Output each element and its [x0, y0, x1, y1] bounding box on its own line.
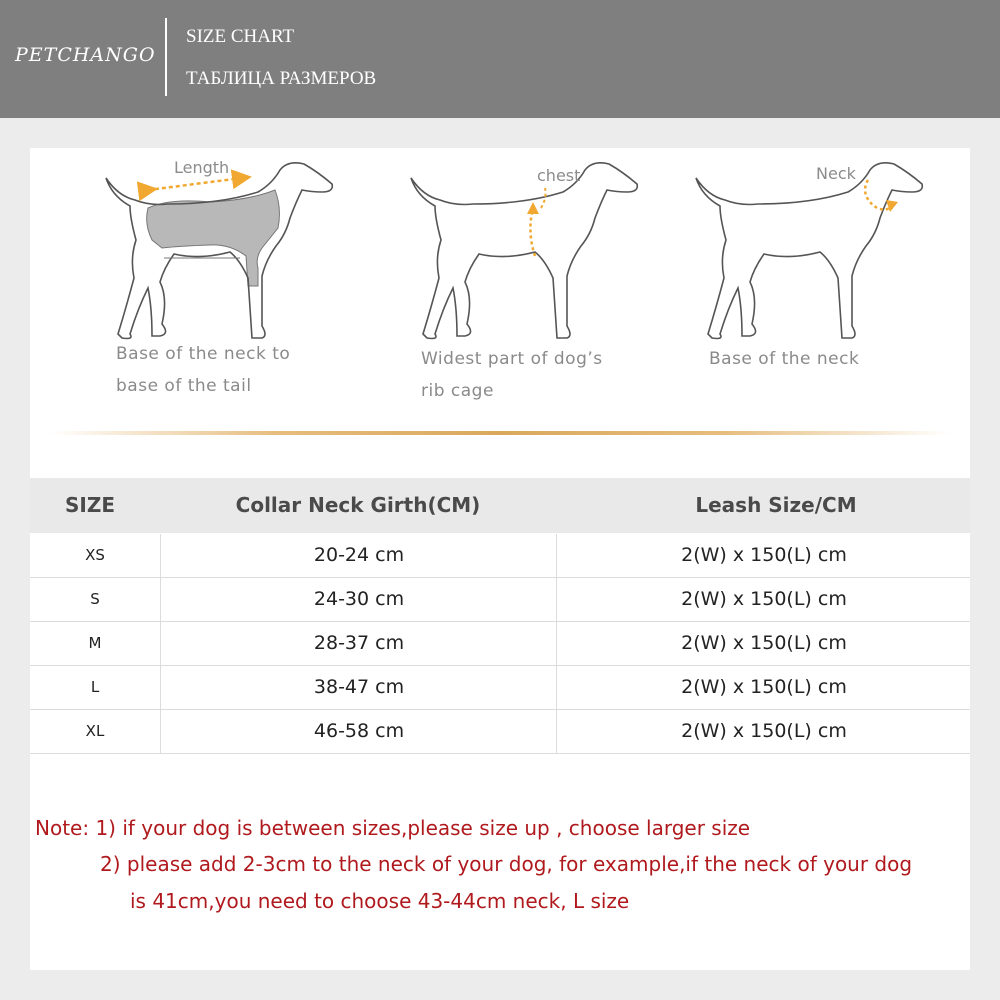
- header-bar: [0, 0, 1000, 118]
- cell-leash: 2(W) x 150(L) cm: [556, 710, 971, 753]
- cell-neck: 20-24 cm: [160, 534, 557, 577]
- table-header: [30, 478, 970, 533]
- brand-logo: PETCHANGO: [15, 44, 156, 66]
- figure-chest: [395, 148, 655, 408]
- cell-neck: 46-58 cm: [160, 710, 557, 753]
- title-english: SIZE CHART: [186, 26, 295, 47]
- cell-leash: 2(W) x 150(L) cm: [556, 622, 971, 665]
- size-chart-panel: [30, 148, 970, 970]
- title-russian: ТАБЛИЦА РАЗМЕРОВ: [186, 68, 377, 89]
- figure-caption-chest-1: Widest part of dog’s: [421, 349, 603, 369]
- figure-caption-length-1: Base of the neck to: [116, 344, 291, 364]
- cell-neck: 28-37 cm: [160, 622, 557, 665]
- cell-leash: 2(W) x 150(L) cm: [556, 666, 971, 709]
- figure-caption-neck-1: Base of the neck: [709, 349, 860, 369]
- gold-divider: [50, 431, 950, 435]
- figure-caption-length-2: base of the tail: [116, 376, 252, 396]
- cell-leash: 2(W) x 150(L) cm: [556, 578, 971, 621]
- note-line-2: 2) please add 2-3cm to the neck of your dog, for example,if the neck of your dog: [100, 852, 913, 876]
- figure-caption-chest-2: rib cage: [421, 381, 494, 401]
- table-row: [30, 710, 970, 754]
- header-divider: [165, 18, 167, 96]
- cell-leash: 2(W) x 150(L) cm: [556, 534, 971, 577]
- header-leash-size: Leash Size/CM: [695, 493, 857, 517]
- cell-size: XS: [85, 546, 105, 564]
- table-row: [30, 534, 970, 578]
- cell-size: S: [90, 590, 100, 608]
- dog-length-icon: [90, 148, 350, 348]
- figure-label-chest: chest: [537, 166, 581, 185]
- figure-length: [90, 148, 350, 408]
- cell-size: M: [88, 634, 102, 652]
- cell-neck: 24-30 cm: [160, 578, 557, 621]
- figure-neck: [680, 148, 940, 408]
- table-row: [30, 622, 970, 666]
- note-line-3: is 41cm,you need to choose 43-44cm neck, L size: [130, 889, 630, 913]
- dog-chest-icon: [395, 148, 655, 348]
- header-neck-girth: Collar Neck Girth(CM): [235, 493, 481, 517]
- cell-size: L: [90, 678, 100, 696]
- figure-label-length: Length: [174, 158, 230, 177]
- table-row: [30, 578, 970, 622]
- header-size: SIZE: [64, 493, 115, 517]
- figure-label-neck: Neck: [816, 164, 856, 183]
- note-line-1: Note: 1) if your dog is between sizes,please size up , choose larger size: [35, 816, 751, 840]
- dog-neck-icon: [680, 148, 940, 348]
- table-row: [30, 666, 970, 710]
- cell-size: XL: [85, 722, 105, 740]
- cell-neck: 38-47 cm: [160, 666, 557, 709]
